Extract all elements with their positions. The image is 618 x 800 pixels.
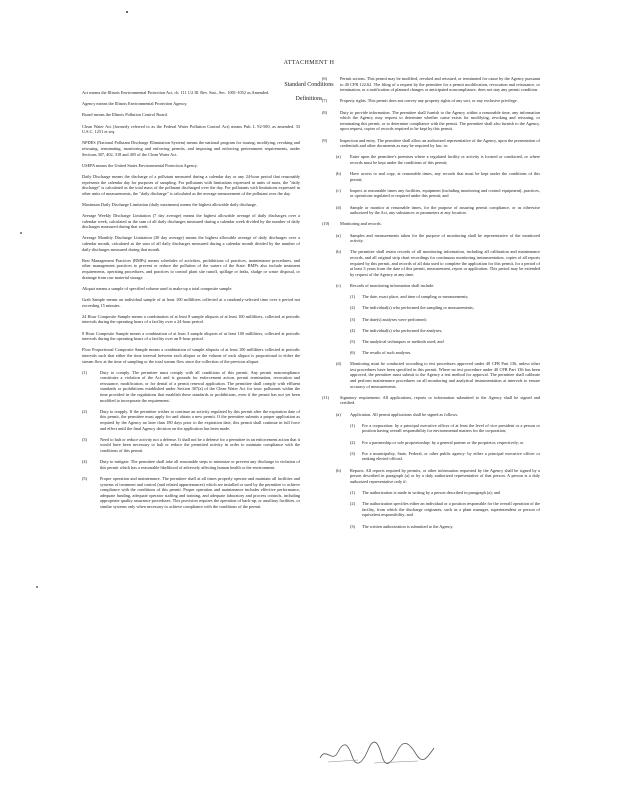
scan-speck: [20, 232, 22, 234]
item-number: (3): [350, 450, 356, 456]
definition-paragraph: Average Weekly Discharge Limitation (7 day average) means the highest allowable average of daily discharges over a calendar week, calculated as the sum of all daily discharges measured during a calendar week divided by the number of daily discharges measured during that week.: [82, 213, 300, 230]
sub-sub-item: [350, 305, 540, 311]
item-number: (c): [336, 187, 341, 193]
definitions-heading: Definitions: [295, 96, 323, 102]
condition-item: [322, 76, 540, 93]
item-text: The permittee shall retain records of all monitoring information, including all calibration and maintenance records, and all original strip chart recordings for continuous monitoring instrumentation, copies of all reports required by this permit, and records of all data used to complete the application for this permit, for a period of at least 3 years from the date of this permit, measurement, report or application. This period may be extended by request of the Agency at any time.: [350, 249, 540, 277]
item-number: (b): [336, 467, 342, 473]
item-text: Need to halt or reduce activity not a defense. It shall not be a defense for a permittee in an enforcement action that it would have been necessary to halt or reduce the permitted activity in order to maintain compliance with the conditions of this permit.: [100, 436, 300, 453]
item-text: The analytical techniques or methods used; and: [362, 338, 444, 344]
sub-item: [336, 154, 540, 165]
condition-item: [82, 437, 300, 454]
item-text: Monitoring and records.: [340, 221, 382, 227]
sub-sub-item: [350, 490, 540, 496]
item-number: (8): [322, 109, 328, 115]
item-text: The authorization is made in writing by a person described in paragraph (a); and: [362, 489, 501, 495]
item-text: Property rights. This permit does not convey any property rights of any sort, or any exclusive privilege.: [340, 98, 518, 104]
item-number: (2): [82, 408, 88, 414]
definition-paragraph: Daily Discharge means the discharge of a pollutant measured during a calendar day or any 24-hour period that reasonably represents the calendar day for purposes of sampling. For pollutants with limitations expressed in units of mass, the "daily discharge" is calculated as the total mass of the pollutant discharged over the day. For pollutants with limitations expressed in other units of measurements, the "daily discharge" is calculated as the average measurement of the pollutant over the day.: [82, 173, 300, 196]
sub-item: [336, 361, 540, 389]
item-number: (1): [350, 422, 356, 428]
definition-paragraph: Agency means the Illinois Environmental Protection Agency.: [82, 101, 188, 107]
sub-sub-item: [350, 350, 540, 356]
sub-sub-item: [350, 501, 540, 518]
item-number: (b): [336, 171, 342, 177]
sub-sub-item: [350, 328, 540, 334]
item-number: (a): [336, 232, 341, 238]
signature-scribble: [318, 738, 438, 768]
sub-item: [336, 249, 540, 277]
item-number: (a): [336, 154, 341, 160]
item-text: Have access to and copy, at reasonable times, any records that must be kept under the conditions of this permit;: [350, 171, 540, 182]
item-number: (c): [336, 282, 341, 288]
item-number: (6): [322, 76, 328, 81]
item-text: Reports. All reports required by permits, or other information requested by the Agency shall be signed by a person described in paragraph (a) or by a duly authorized representative of that person. A person is a duly authorized representative only if:: [350, 467, 540, 484]
sub-sub-item: [350, 524, 540, 530]
item-number: (1): [82, 369, 88, 375]
item-number: (3): [350, 523, 356, 529]
item-number: (d): [336, 361, 342, 367]
definition-paragraph: Average Monthly Discharge Limitation (30 day average) means the highest allowable average of daily discharges over a calendar month, calculated as the sum of all daily discharges measured during a calendar month divided by the number of daily discharges measured during that month.: [82, 235, 300, 252]
definition-paragraph: Best Management Practices (BMPs) means schedules of activities, prohibitions of practices, maintenance procedures, and other management practices to prevent or reduce the pollution of the waters of the State. BMPs also include treatment requirements, operating procedures, and practices to control plant site runoff, spillage or leaks, sludge or waste disposal, or drainage from raw material storage.: [82, 257, 300, 280]
condition-item: [82, 409, 300, 431]
condition-item: [82, 459, 300, 470]
item-number: (4): [350, 327, 356, 333]
condition-item: [82, 476, 300, 510]
definition-paragraph: Act means the Illinois Environmental Protection Act, ch. 111 1/2 Ill. Rev. Stat., Sec. 1001-1052 as Amended.: [82, 90, 270, 95]
condition-item: [322, 395, 540, 406]
condition-item: [322, 138, 540, 149]
sub-sub-item: [350, 451, 540, 462]
sub-sub-item: [350, 440, 540, 446]
right-column: [322, 76, 540, 535]
item-text: The date(s) analyses were performed;: [362, 316, 427, 322]
item-number: (11): [322, 394, 329, 400]
left-column: [82, 90, 300, 515]
sub-item: [336, 468, 540, 485]
definition-paragraph: Flow Proportional Composite Sample means a combination of sample aliquots of at least 100 milliliters collected at periodic intervals such that either the time interval between each aliquot or the volume of each aliquot is proportional to either the stream flow at the time of sampling or the total stream flow since the collection of the previous aliquot.: [82, 347, 300, 364]
attachment-title: ATTACHMENT H: [283, 60, 335, 66]
item-text: Duty to provide information. The permittee shall furnish to the Agency within a reasonable time, any information which the Agency may request to determine whether cause exists for modifying, revoking and reissuing, or terminating this permit, or to determine compliance with the permit. The permittee shall also furnish to the Agency, upon request, copies of records required to be kept by this permit.: [340, 109, 540, 132]
item-text: For a corporation: by a principal executive officer of at least the level of vice president or a person or position having overall responsibility for environmental matters for the corporation;: [362, 422, 540, 434]
item-number: (d): [336, 204, 342, 210]
sub-sub-item: [350, 423, 540, 434]
item-number: (b): [336, 249, 342, 255]
item-number: (4): [82, 459, 88, 465]
item-text: Inspection and entry. The permittee shall allow an authorized representative of the Agency, upon the presentation of credentials and other documents as may be required by law, to:: [340, 137, 540, 149]
item-text: The date, exact place, and time of sampling or measurements;: [362, 294, 469, 300]
item-number: (3): [82, 436, 88, 442]
item-text: Inspect at reasonable times any facilities, equipment (including monitoring and control equipment), practices, or operations regulated or required under this permit; and: [350, 187, 540, 199]
item-text: The results of such analyses.: [362, 350, 412, 356]
definition-paragraph: 8 Hour Composite Sample means a combination of at least 3 sample aliquots of at least 100 milliliters, collected at periodic intervals during the operating hours of a facility over an 8-hour period.: [82, 330, 300, 342]
scan-speck: [126, 11, 128, 13]
item-text: Samples and measurements taken for the purpose of monitoring shall be representative of the monitored activity.: [350, 232, 540, 244]
item-text: Sample or monitor at reasonable times, for the purpose of assuring permit compliance, or as otherwise authorized by the Act, any substances or parameters at any location.: [350, 204, 540, 216]
condition-item: [322, 221, 540, 227]
item-number: (1): [350, 294, 356, 300]
definition-paragraph: Maximum Daily Discharge Limitation (daily maximum) means the highest allowable daily discharge.: [82, 201, 258, 207]
definition-paragraph: Aliquot means a sample of specified volume used to make up a total composite sample.: [82, 285, 233, 291]
item-text: Records of monitoring information shall include:: [350, 282, 435, 288]
item-text: The written authorization is submitted to the Agency.: [362, 523, 454, 529]
item-number: (2): [350, 439, 356, 445]
sub-item: [336, 283, 540, 289]
item-text: The individual(s) who performed the sampling or measurements;: [362, 305, 474, 311]
item-text: Duty to comply. The permittee must comply with all conditions of this permit. Any permit noncompliance constitutes a violation of the Act and is grounds for enforcement action, permit termination, revocation and reissuance, modification, or for denial of a permit renewal application. The permittee shall comply with effluent standards or prohibitions established under Section 307(a) of the Clean Water Act for toxic pollutants within the time provided in the regulations that establish these standards or prohibitions, even if the permit has not yet been modified to incorporate the requirement.: [100, 369, 300, 403]
definition-paragraph: 24 Hour Composite Sample means a combination of at least 8 sample aliquots of at least 100 milliliters, collected at periodic intervals during the operating hours of a facility over a 24-hour period.: [82, 313, 300, 325]
definition-paragraph: USEPA means the United States Environmental Protection Agency.: [82, 162, 198, 168]
item-number: (2): [350, 501, 356, 507]
sub-sub-item: [350, 294, 540, 300]
item-number: (3): [350, 316, 356, 322]
item-text: Enter upon the permittee's premises where a regulated facility or activity is located or conducted, or where records must be kept under the conditions of this permit;: [350, 154, 540, 165]
item-number: (6): [350, 350, 356, 356]
condition-item: [322, 98, 540, 104]
sub-item: [336, 412, 540, 418]
sub-sub-item: [350, 317, 540, 323]
sub-item: [336, 205, 540, 216]
item-text: Proper operation and maintenance. The permittee shall at all times properly operate and maintain all facilities and systems of treatment and control (and related appurtenances) which are installed or used by the permittee to achieve compliance with the conditions of this permit. Proper operation and maintenance includes effective performance, adequate funding, adequate operator staffing and training, and adequate laboratory and process controls, including appropriate quality assurance procedures. This provision requires the operation of back-up, or auxiliary facilities, or similar systems only when necessary to achieve compliance with the conditions of the permit.: [100, 475, 300, 509]
item-text: Signatory requirement. All applications, reports or information submitted to the Agency shall be signed and certified.: [340, 394, 540, 406]
definition-paragraph: Board means the Illinois Pollution Control Board.: [82, 112, 168, 118]
item-text: For a partnership or sole proprietorship: by a general partner or the proprietor, respectively; or: [362, 439, 524, 445]
item-number: (9): [322, 137, 328, 143]
item-number: (5): [350, 338, 356, 344]
item-text: Monitoring must be conducted according to test procedures approved under 40 CFR Part 136, unless other test procedures have been specified in this permit. Where no test procedure under 40 CFR Part 136 has been approved, the permittee must submit to the Agency a test method for approval. The permittee shall calibrate and perform maintenance procedures on all monitoring and analytical instrumentation at intervals to ensure accuracy of measurements.: [350, 361, 540, 389]
standard-conditions-title: Standard Conditions: [284, 82, 334, 88]
definition-paragraph: Clean Water Act (formerly referred to as the Federal Water Pollution Control Act) means Pub. L 92-500, as amended. 33 U.S.C. 1251 et seq.: [82, 123, 300, 135]
item-number: (10): [322, 221, 330, 227]
item-text: Application. All permit applications shall be signed as follows:: [350, 411, 459, 417]
condition-item: [82, 370, 300, 404]
definition-paragraph: Grab Sample means an individual sample of at least 100 milliliters collected at a randomly-selected time over a period not exceeding 15 minutes.: [82, 296, 300, 308]
item-number: (7): [322, 98, 328, 104]
item-text: For a municipality, State, Federal, or other public agency: by either a principal executive officer or ranking elected official.: [362, 450, 540, 462]
item-number: (5): [82, 475, 88, 481]
item-number: (2): [350, 305, 356, 311]
definition-paragraph: NPDES (National Pollutant Discharge Elimination System) means the national program for issuing, modifying, revoking and reissuing, terminating, monitoring and enforcing permits, and imposing and enforcing pretreatment requirements, under Sections 307, 402, 318 and 405 of the Clean Water Act.: [82, 140, 300, 157]
sub-item: [336, 171, 540, 182]
sub-sub-item: [350, 339, 540, 345]
item-text: The authorization specifies either an individual or a position responsible for the overall operation of the facility, from which the discharge originates, such as a plant manager, superintendent or person of equivalent responsibility; and: [362, 501, 540, 518]
condition-item: [322, 110, 540, 132]
item-text: The individual(s) who performed the analyses;: [362, 327, 443, 333]
item-text: Duty to mitigate. The permittee shall take all reasonable steps to minimize or prevent any discharge in violation of this permit which has a reasonable likelihood of adversely affecting human health or the environment.: [100, 459, 300, 470]
item-text: Duty to reapply. If the permittee wishes to continue an activity regulated by this permit after the expiration date of this permit, the permittee must apply for and obtain a new permit. If the permittee submits a proper application as required by the Agency no later than 180 days prior to the expiration date, this permit shall continue in full force and effect until the final Agency decision on the application has been made.: [100, 408, 300, 431]
item-number: (1): [350, 489, 356, 495]
sub-item: [336, 188, 540, 199]
item-number: (a): [336, 411, 341, 417]
sub-item: [336, 233, 540, 244]
scan-speck: [36, 586, 38, 588]
item-text: Permit actions. This permit may be modified, revoked and reissued, or terminated for cause by the Agency pursuant to 40 CFR 122.62. The filing of a request by the permittee for a permit modification, revocation and reissuance, or termination, or a notification of planned changes or anticipated noncompliance, does not stay any permit condition.: [340, 76, 540, 93]
